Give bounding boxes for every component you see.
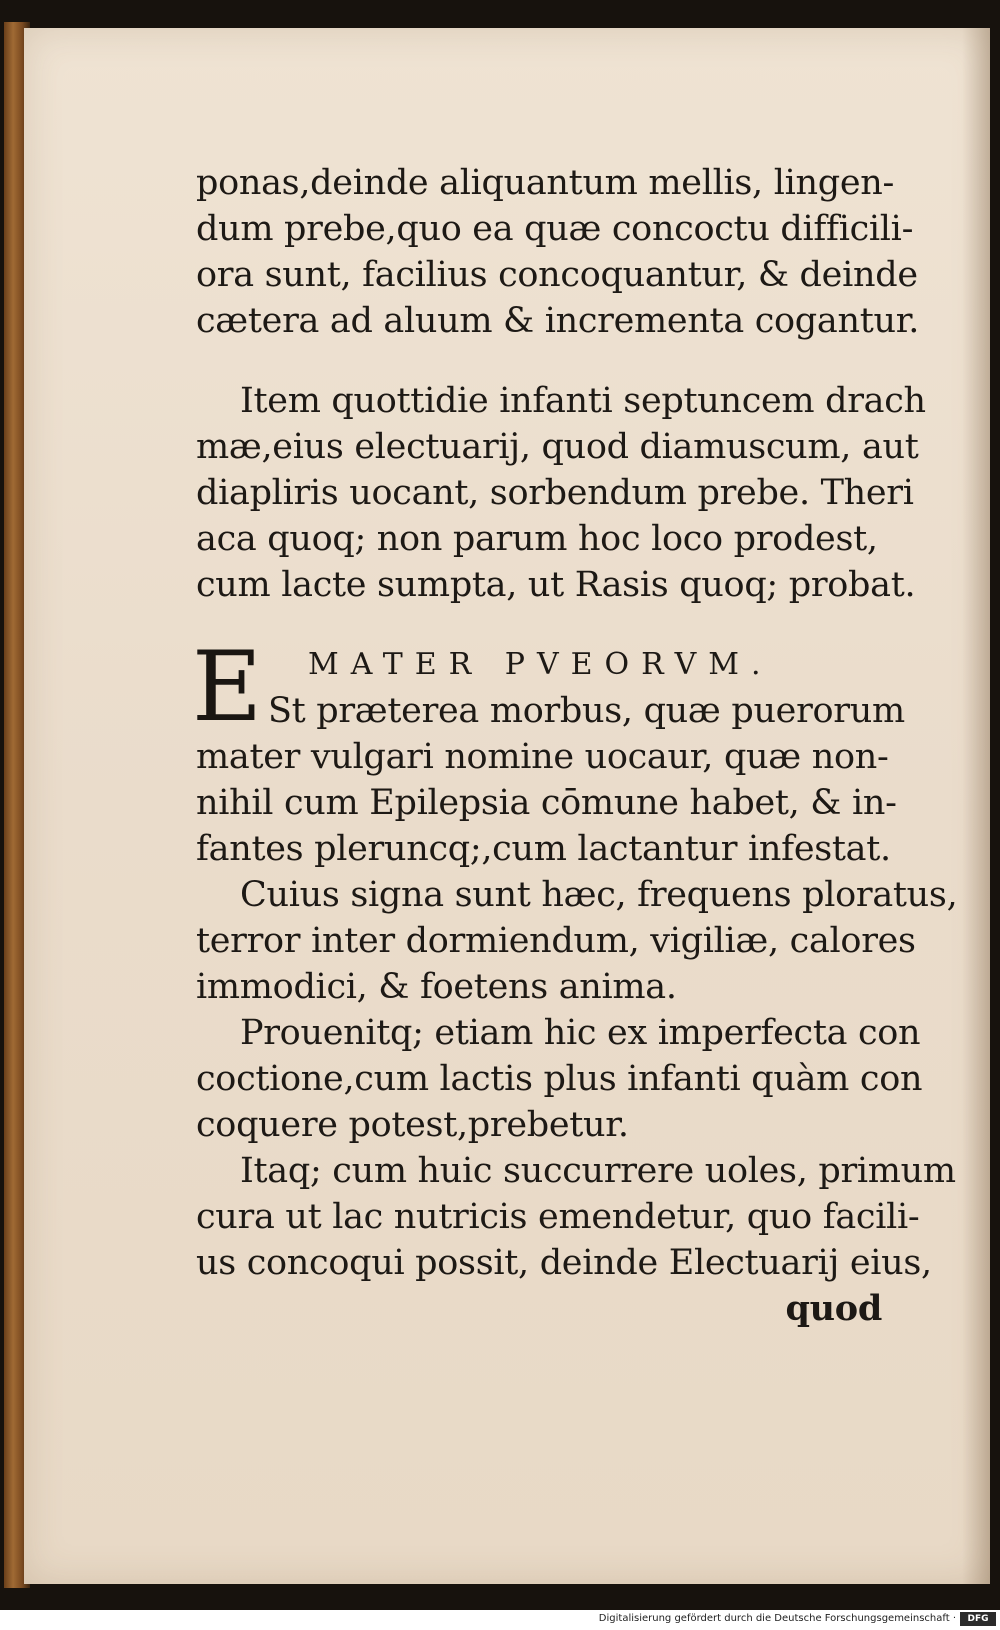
footer-bar [0, 1610, 1000, 1630]
text-line: Item quottidie infanti septuncem drach [240, 381, 926, 421]
text-line: Prouenitq; etiam hic ex imperfecta con [240, 1013, 921, 1053]
text-line: us concoqui possit, deinde Electuarij eius, [196, 1243, 932, 1283]
text-line: cura ut lac nutricis emendetur, quo facili- [196, 1197, 920, 1237]
text-line: fantes pleruncq;,cum lactantur infestat. [196, 829, 891, 869]
text-line: mater vulgari nomine uocaur, quæ non- [196, 737, 889, 777]
paragraph-2 [196, 378, 936, 608]
text-line: nihil cum Epilepsia cōmune habet, & in- [196, 783, 897, 823]
text-line: mæ,eius electuarij, quod diamuscum, aut [196, 427, 919, 467]
paragraph-5 [196, 1010, 936, 1148]
text-line: Cuius signa sunt hæc, frequens ploratus, [240, 875, 958, 915]
text-line: coquere potest,prebetur. [196, 1105, 629, 1145]
text-line: ora sunt, facilius concoquantur, & deinde [196, 255, 918, 295]
text-line: diapliris uocant, sorbendum prebe. Theri [196, 473, 914, 513]
page-text [192, 160, 958, 1332]
text-line: St præterea morbus, quæ puerorum [268, 691, 905, 731]
paragraph-6 [196, 1148, 956, 1286]
paragraph-3 [196, 688, 936, 872]
text-line: cætera ad aluum & incrementa cogantur. [196, 301, 920, 341]
text-line: coctione,cum lactis plus infanti quàm con [196, 1059, 923, 1099]
paragraph-4 [196, 872, 958, 1010]
page-shadow [962, 28, 990, 1584]
text-line: aca quoq; non parum hoc loco prodest, [196, 519, 878, 559]
section-heading: MATER PVEORVM. [308, 647, 773, 682]
funding-credit: Digitalisierung gefördert durch die Deutsche Forschungsgemeinschaft · [598, 1613, 956, 1624]
text-line: immodici, & foetens anima. [196, 967, 677, 1007]
text-line: ponas,deinde aliquantum mellis, lingen- [196, 163, 895, 203]
drop-cap-initial: E [192, 631, 262, 743]
text-line: Itaq; cum huic succurrere uoles, primum [240, 1151, 956, 1191]
text-line: cum lacte sumpta, ut Rasis quoq; probat. [196, 565, 916, 605]
dfg-logo-icon: DFG [960, 1612, 996, 1626]
text-line: dum prebe,quo ea quæ concoctu difficili- [196, 209, 914, 249]
catchword: quod [785, 1288, 882, 1329]
paragraph-1 [196, 160, 936, 344]
text-line: terror inter dormiendum, vigiliæ, calores [196, 921, 916, 961]
